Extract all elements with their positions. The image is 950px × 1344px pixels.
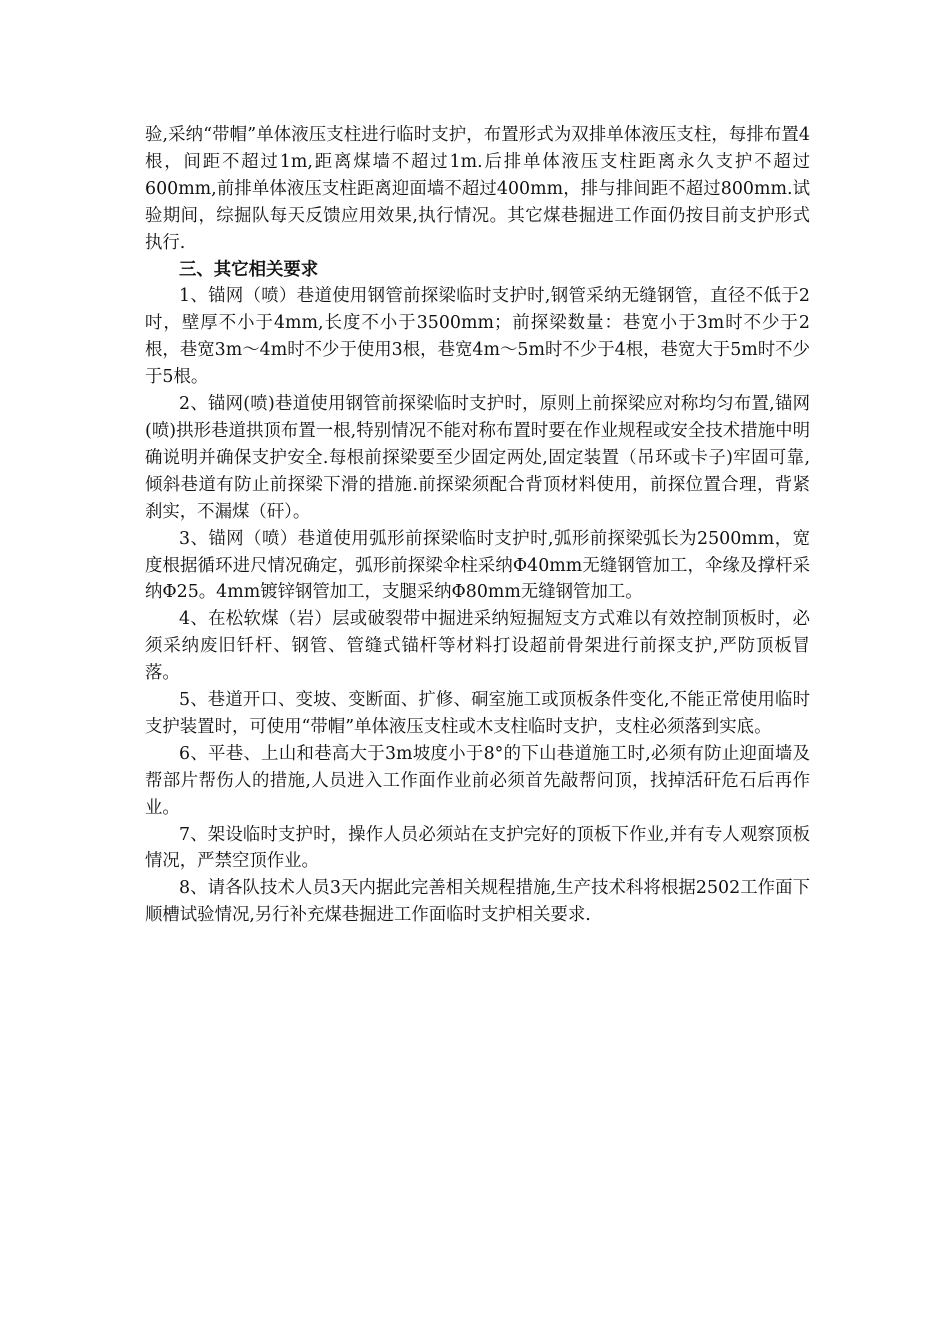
requirement-item-4: 4、在松软煤（岩）层或破裂带中掘进采纳短掘短支方式难以有效控制顶板时，必须采纳废旧钎杆、钢管、管缝式锚杆等材料打设超前骨架进行前探支护,严防顶板冒落。	[145, 609, 810, 684]
section-heading: 三、其它相关要求	[179, 259, 319, 280]
requirement-item-6: 6、平巷、上山和巷高大于3m坡度小于8°的下山巷道施工时,必须有防止迎面墙及帮部片帮伤人的措施,人员进入工作面作业前必须首先敲帮问顶，找掉活矸危石后再作业。	[145, 743, 810, 818]
requirement-item-5: 5、巷道开口、变坡、变断面、扩修、硐室施工或顶板条件变化,不能正常使用临时支护装置时，可使用“带帽”单体液压支柱或木支柱临时支护，支柱必须落到实底。	[145, 690, 810, 737]
requirement-item-7: 7、架设临时支护时，操作人员必须站在支护完好的顶板下作业,并有专人观察顶板情况，严禁空顶作业。	[145, 824, 810, 872]
requirement-item-8: 8、请各队技术人员3天内据此完善相关规程措施,生产技术科将根据2502工作面下顺槽试验情况,另行补充煤巷掘进工作面临时支护相关要求.	[145, 878, 810, 926]
requirement-item-1: 1、锚网（喷）巷道使用钢管前探梁临时支护时,钢管采纳无缝钢管，直径不低于2吋，壁厚不小于4mm,长度不小于3500mm；前探梁数量：巷宽小于3m时不少于2根，巷宽3m～4m时不少于使用3根，巷宽4m～5m时不少于4根，巷宽大于5m时不少于5根。	[145, 286, 810, 388]
requirement-item-2: 2、锚网(喷)巷道使用钢管前探梁临时支护时，原则上前探梁应对称均匀布置,锚网(喷)拱形巷道拱顶布置一根,特别情况不能对称布置时要在作业规程或安全技术措施中明确说明并确保支护安全.每根前探梁要至少固定两处,固定装置（吊环或卡子)牢固可靠,倾斜巷道有防止前探梁下滑的措施.前探梁须配合背顶材料使用，前探位置合理，背紧刹实，不漏煤（矸）。	[145, 394, 810, 522]
intro-paragraph: 验,采纳“带帽”单体液压支柱进行临时支护，布置形式为双排单体液压支柱，每排布置4根，间距不超过1m,距离煤墙不超过1m.后排单体液压支柱距离永久支护不超过600mm,前排单体液压支柱距离迎面墙不超过400mm，排与排间距不超过800mm.试验期间，综掘队每天反馈应用效果,执行情况。其它煤巷掘进工作面仍按目前支护形式执行.	[145, 125, 810, 253]
document-body	[145, 122, 810, 929]
requirement-item-3: 3、锚网（喷）巷道使用弧形前探梁临时支护时,弧形前探梁弧长为2500mm，宽度根据循环进尺情况确定，弧形前探梁伞柱采纳Φ40mm无缝钢管加工，伞缘及撑杆采纳Φ25。4mm镀锌钢管加工，支腿采纳Φ80mm无缝钢管加工。	[145, 528, 810, 603]
